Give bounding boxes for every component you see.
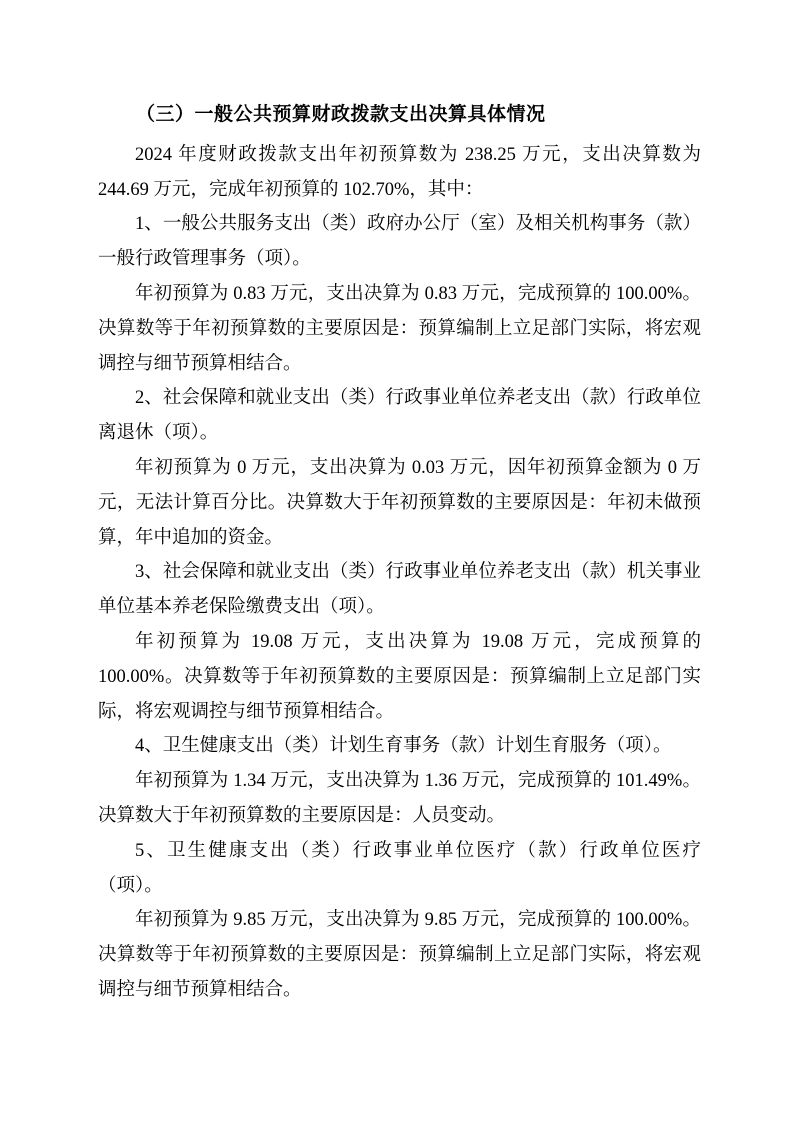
- paragraph-item2-title: 2、社会保障和就业支出（类）行政事业单位养老支出（款）行政单位离退休（项）。: [98, 388, 701, 444]
- paragraph-item3-title: 3、社会保障和就业支出（类）行政事业单位养老支出（款）机关事业单位基本养老保险缴费支出（项）。: [98, 562, 701, 618]
- section-heading: （三）一般公共预算财政拨款支出决算具体情况: [136, 104, 546, 125]
- paragraph-item4-detail: 年初预算为 1.34 万元，支出决算为 1.36 万元，完成预算的 101.49%。决算数大于年初预算数的主要原因是：人员变动。: [98, 771, 701, 826]
- paragraph-item4-title: 4、卫生健康支出（类）计划生育事务（款）计划生育服务（项）。: [135, 736, 672, 757]
- paragraph-overview: 2024 年度财政拨款支出年初预算数为 238.25 万元，支出决算数为 244.69 万元，完成年初预算的 102.70%，其中：: [98, 144, 701, 200]
- paragraph-item1-detail: 年初预算为 0.83 万元，支出决算为 0.83 万元，完成预算的 100.00%。决算数等于年初预算数的主要原因是：预算编制上立足部门实际，将宏观调控与细节预算相结合。: [98, 283, 701, 374]
- paragraph-item3-detail: 年初预算为 19.08 万元，支出决算为 19.08 万元，完成预算的 100.00%。决算数等于年初预算数的主要原因是：预算编制上立足部门实际，将宏观调控与细节预算相结合。: [98, 631, 701, 722]
- paragraph-item5-title: 5、卫生健康支出（类）行政事业单位医疗（款）行政单位医疗（项）。: [98, 840, 701, 896]
- paragraph-item1-title: 1、一般公共服务支出（类）政府办公厅（室）及相关机构事务（款）一般行政管理事务（项）。: [98, 214, 701, 270]
- paragraph-item2-detail: 年初预算为 0 万元，支出决算为 0.03 万元，因年初预算金额为 0 万元，无法计算百分比。决算数大于年初预算数的主要原因是：年初未做预算，年中追加的资金。: [98, 457, 701, 548]
- paragraph-item5-detail: 年初预算为 9.85 万元，支出决算为 9.85 万元，完成预算的 100.00%。决算数等于年初预算数的主要原因是：预算编制上立足部门实际，将宏观调控与细节预算相结合。: [98, 910, 701, 1000]
